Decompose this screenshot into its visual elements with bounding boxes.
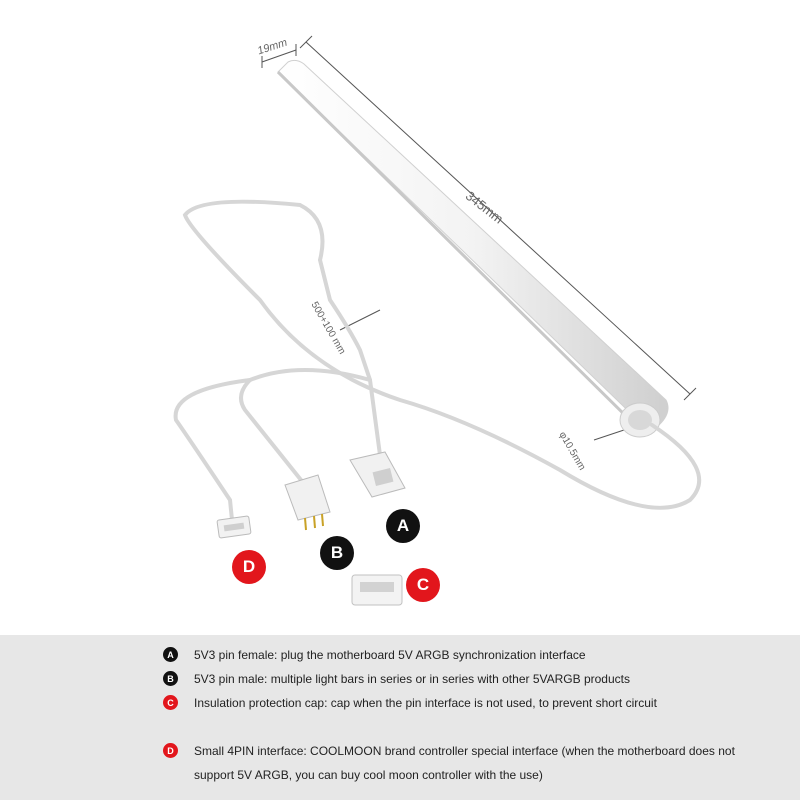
legend-badge-c: C — [163, 695, 178, 710]
legend-text-c: Insulation protection cap: cap when the pin interface is not used, to prevent short circuit — [194, 696, 657, 710]
legend-badge-a: A — [163, 647, 178, 662]
legend-text-a: 5V3 pin female: plug the motherboard 5V ARGB synchronization interface — [194, 648, 586, 662]
legend-badge-d: D — [163, 743, 178, 758]
legend-text-b: 5V3 pin male: multiple light bars in series or in series with other 5VARGB products — [194, 672, 630, 686]
connector-b — [285, 475, 330, 530]
light-bar-tube — [278, 60, 668, 437]
width-dimension-label: 19mm — [256, 36, 289, 58]
length-dimension-label: 345mm — [462, 188, 507, 227]
legend-item-d — [163, 739, 754, 787]
protection-cap — [352, 575, 402, 605]
badge-d: D — [232, 550, 266, 584]
legend-text-d: Small 4PIN interface: COOLMOON brand controller special interface (when the motherboard does not support 5V ARGB, you can buy cool moon controller with the use) — [194, 744, 735, 782]
connector-d — [217, 516, 251, 538]
legend-item-c — [163, 691, 754, 715]
cable-length-label: 500+100 mm — [308, 300, 348, 357]
legend-badge-b: B — [163, 671, 178, 686]
badge-b: B — [320, 536, 354, 570]
legend-item-a — [163, 643, 754, 667]
badge-c: C — [406, 568, 440, 602]
legend-item-b — [163, 667, 754, 691]
legend-panel — [0, 635, 800, 800]
connector-a — [350, 452, 405, 497]
diameter-label: φ10.5mm — [556, 430, 588, 473]
badge-a: A — [386, 509, 420, 543]
